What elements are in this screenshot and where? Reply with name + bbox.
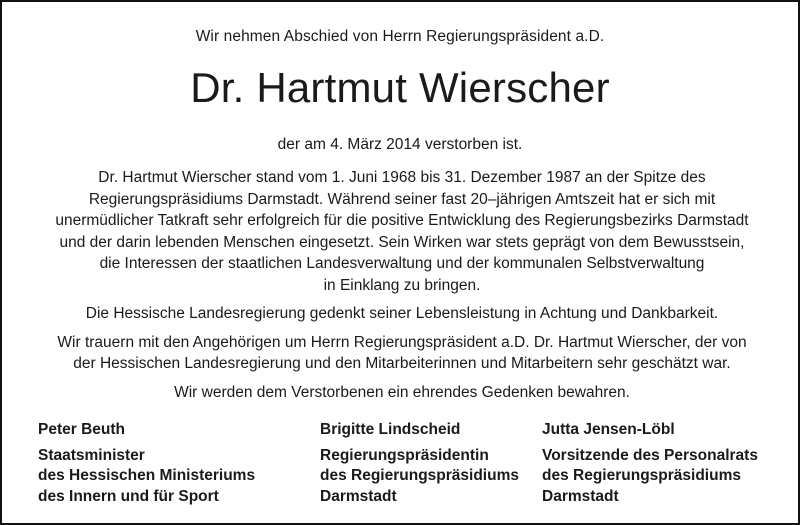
signatory-title-line: des Regierungspräsidiums — [542, 467, 741, 484]
body-line: Wir trauern mit den Angehörigen um Herrn Regierungspräsident a.D. Dr. Hartmut Wierscher, der von — [57, 333, 747, 351]
signatory-title-line: des Hessischen Ministeriums — [38, 467, 256, 484]
signatory-title-line: Darmstadt — [542, 487, 619, 505]
body-line: die Interessen der staatlichen Landesverwaltung und der kommunalen Selbstverwaltung — [99, 255, 705, 272]
signatory-name: Brigitte Lindscheid — [320, 421, 461, 438]
body-line: und der darin lebenden Menschen eingesetzt. Sein Wirken war stets geprägt von dem Bewusstsein, — [59, 233, 745, 251]
paragraph-mourning — [22, 332, 782, 375]
paragraph-remembrance: Wir werden dem Verstorbenen ein ehrendes Gedenken bewahren. — [174, 383, 630, 401]
signatory-beuth — [38, 420, 255, 507]
deceased-name: Dr. Hartmut Wierscher — [190, 64, 610, 111]
signatory-title-line: Regierungspräsidentin — [320, 446, 489, 464]
body-line: unermüdlicher Tatkraft sehr erfolgreich für die positive Entwicklung des Regierungsbezirks Darmstadt — [55, 212, 749, 229]
signatory-title-line: des Innern und für Sport — [38, 487, 219, 505]
body-line: der Hessischen Landesregierung und den Mitarbeiterinnen und Mitarbeitern sehr geschätzt war. — [73, 355, 731, 372]
body-line: Dr. Hartmut Wierscher stand vom 1. Juni 1968 bis 31. Dezember 1987 an der Spitze des — [98, 169, 706, 186]
body-line: Regierungspräsidiums Darmstadt. Während seiner fast 20–jährigen Amtszeit hat er sich mit — [88, 190, 716, 208]
intro-line: Wir nehmen Abschied von Herrn Regierungspräsident a.D. — [195, 28, 605, 45]
signatory-title-line: Darmstadt — [320, 487, 397, 505]
obituary-body — [22, 167, 782, 403]
signatory-jensen-loebl — [542, 420, 758, 507]
signatory-title-line: des Regierungspräsidiums — [320, 467, 519, 484]
signatory-title-line: Vorsitzende des Personalrats — [542, 446, 758, 464]
signatory-title-line: Staatsminister — [38, 446, 145, 464]
paragraph-career — [22, 167, 782, 296]
death-date-line: der am 4. März 2014 verstorben ist. — [277, 136, 523, 153]
body-line: in Einklang zu bringen. — [323, 276, 481, 294]
paragraph-gratitude: Die Hessische Landesregierung gedenkt seiner Lebensleistung in Achtung und Dankbarkeit. — [85, 305, 719, 322]
signatory-name: Jutta Jensen-Löbl — [542, 421, 675, 438]
signatory-name: Peter Beuth — [38, 421, 125, 438]
signatory-lindscheid — [320, 420, 519, 507]
